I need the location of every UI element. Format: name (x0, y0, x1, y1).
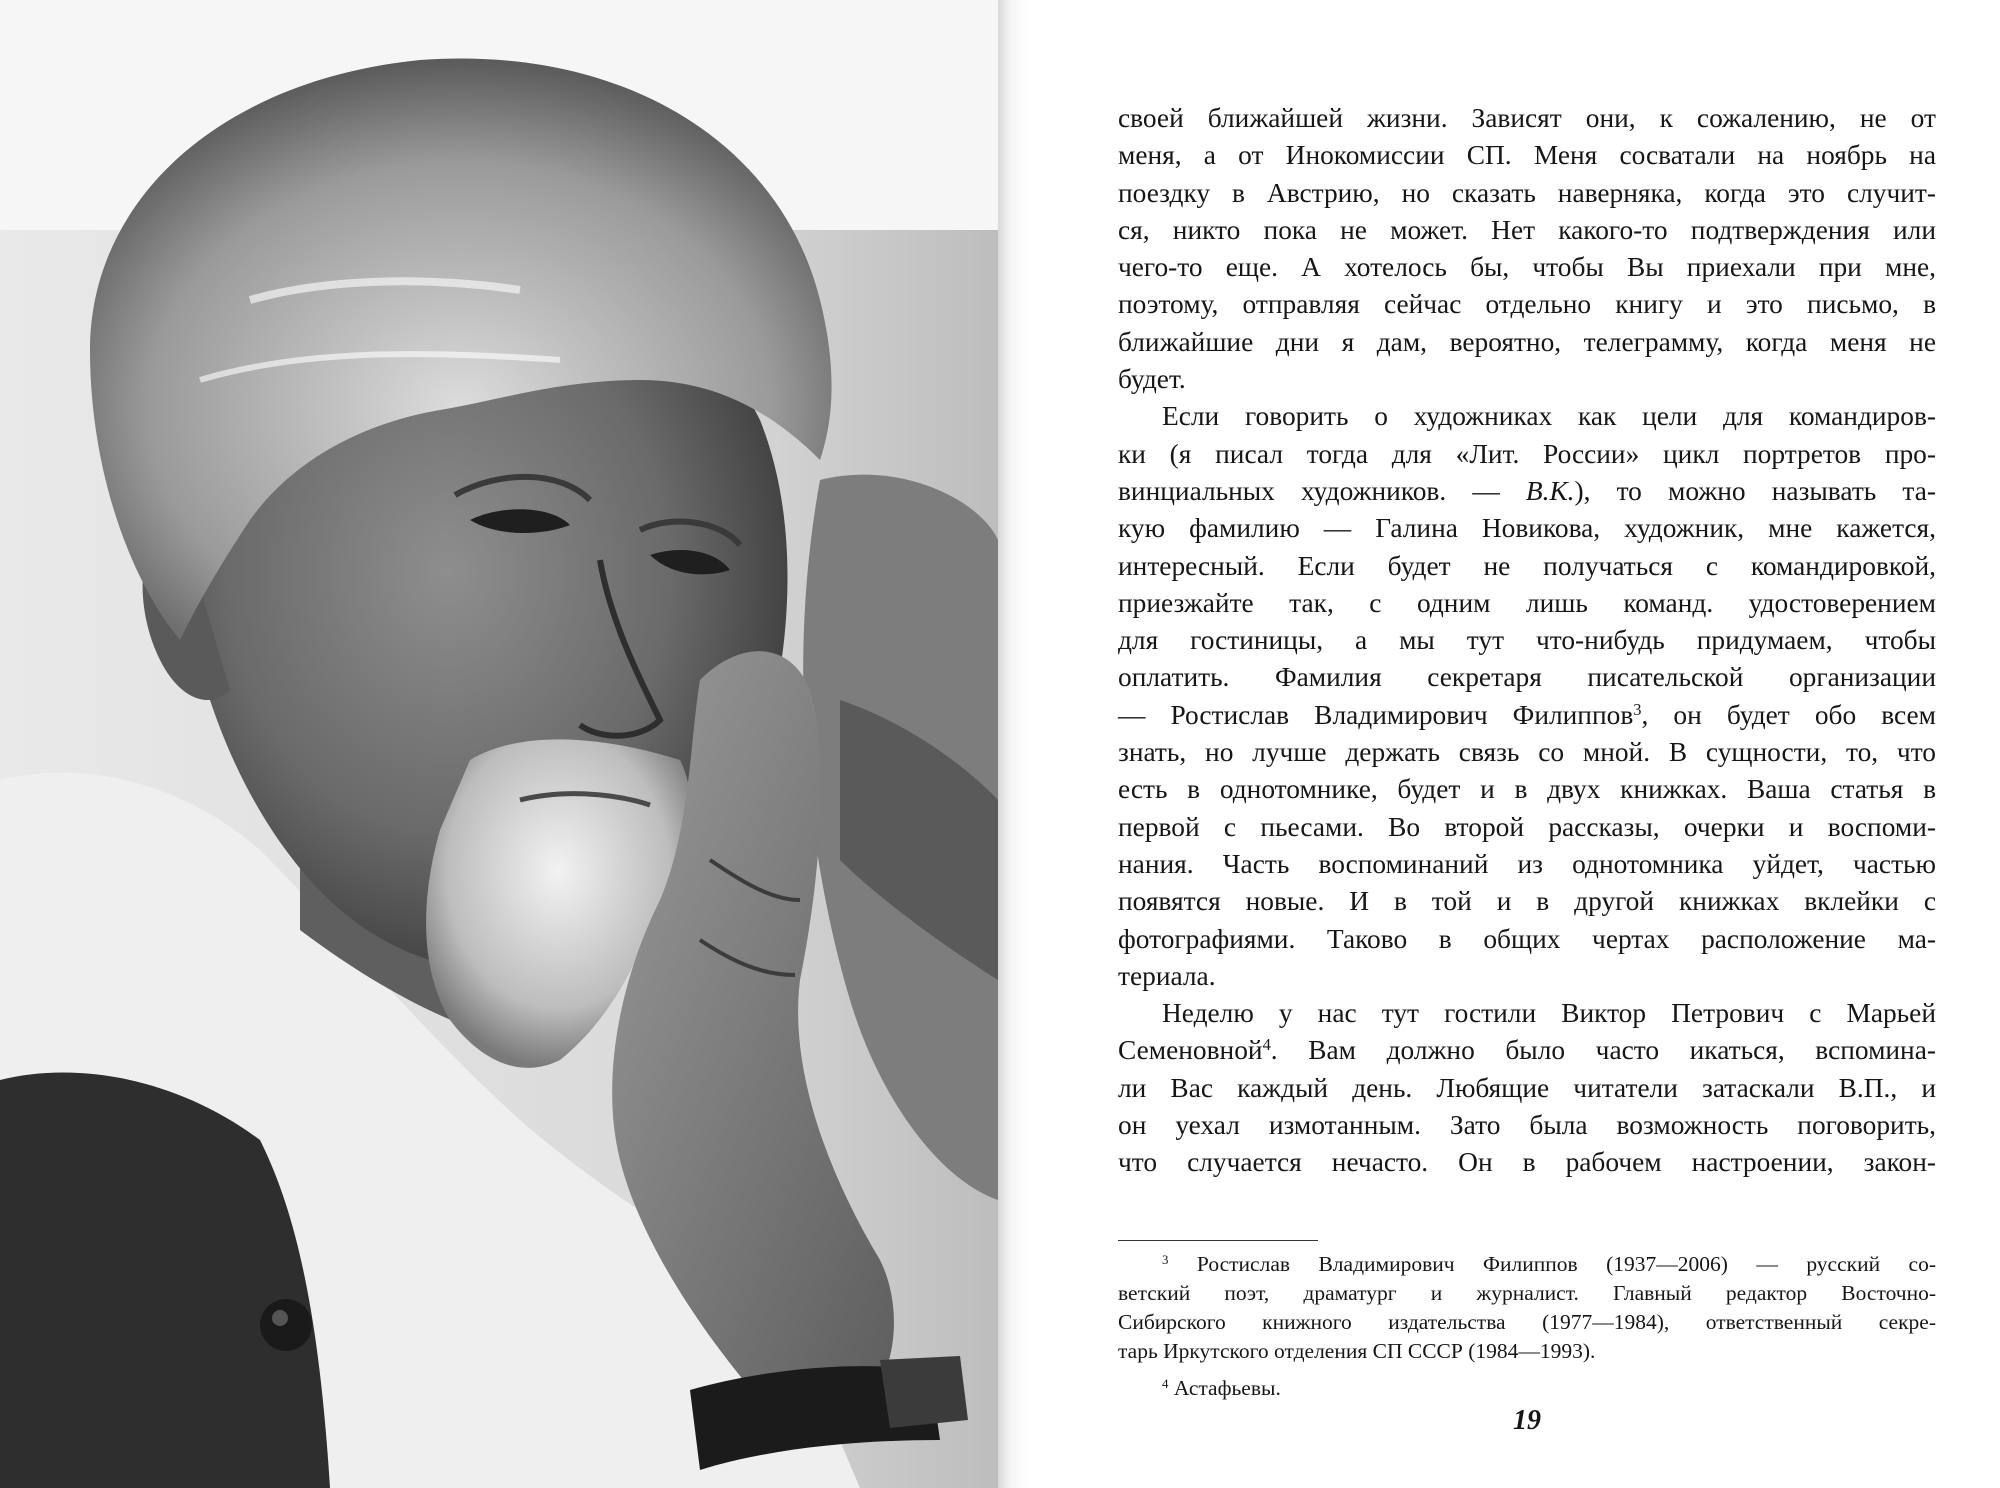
text-line: меня, а от Инокомиссии СП. Меня сосватали на ноябрь на (1118, 140, 1936, 171)
footnotes (1118, 1250, 1936, 1403)
text-segment: . Вам должно было часто икаться, вспомина- (1270, 1035, 1936, 1066)
text-line: Если говорить о художниках как цели для командиров- (1162, 401, 1936, 432)
text-line: поэтому, отправляя сейчас отдельно книгу и это письмо, в (1118, 289, 1936, 320)
text-line: фотографиями. Таково в общих чертах расположение ма- (1118, 923, 1936, 954)
footnote-4-line (1118, 1374, 1936, 1403)
text-line (1118, 473, 1936, 510)
text-line: ки (я писал тогда для «Лит. России» цикл портретов про- (1118, 438, 1936, 469)
footnote-3-line (1118, 1250, 1936, 1279)
text-line: териала. (1118, 960, 1216, 991)
text-line: своей ближайшей жизни. Зависят они, к сожалению, не от (1118, 103, 1936, 133)
text-segment: винциальных художников. — (1118, 475, 1526, 506)
author-initials: В.К. (1525, 475, 1575, 506)
text-line: знать, но лучше держать связь со мной. В сущности, то, что (1118, 737, 1936, 768)
footnote-3-line: Сибирского книжного издательства (1977—1984), ответственный секре- (1118, 1310, 1936, 1334)
text-line: ся, никто пока не может. Нет какого-то подтверждения или (1118, 214, 1936, 245)
text-line: есть в однотомнике, будет и в двух книжках. Ваша статья в (1118, 774, 1936, 805)
text-line: что случается нечасто. Он в рабочем настроении, закон- (1118, 1147, 1936, 1178)
text-segment: — Ростислав Владимирович Филиппов (1118, 699, 1634, 730)
text-segment: ), то можно называть та- (1574, 475, 1936, 506)
text-page (1028, 0, 2000, 1488)
page-number: 19 (1513, 1405, 1541, 1436)
text-line: кую фамилию — Галина Новикова, художник, мне кажется, (1118, 513, 1936, 544)
portrait-illustration (0, 0, 998, 1488)
text-line: для гостиницы, а мы тут что-нибудь придумаем, чтобы (1118, 625, 1936, 656)
text-line: интересный. Если будет не получаться с командировкой, (1118, 550, 1936, 581)
text-line: он уехал измотанным. Зато была возможность поговорить, (1118, 1110, 1936, 1141)
footnote-ref-3: 3 (1633, 699, 1642, 719)
footnote-3-line: ветский поэт, драматург и журналист. Главный редактор Восточно- (1118, 1281, 1936, 1305)
text-line: нания. Часть воспоминаний из однотомника уйдет, частью (1118, 848, 1936, 879)
text-line: приезжайте так, с одним лишь команд. удостоверением (1118, 587, 1936, 618)
text-line: будет. (1118, 364, 1186, 395)
footnote-text: Ростислав Владимирович Филиппов (1937—2006) — русский со- (1168, 1252, 1936, 1276)
footnote-text: Астафьевы. (1168, 1376, 1281, 1400)
text-line: ли Вас каждый день. Любящие читатели затаскали В.П., и (1118, 1072, 1936, 1103)
text-line: оплатить. Фамилия секретаря писательской организации (1118, 662, 1936, 693)
text-line: чего-то еще. А хотелось бы, чтобы Вы приехали при мне, (1118, 252, 1936, 283)
text-line: первой с пьесами. Во второй рассказы, очерки и воспоми- (1118, 811, 1936, 842)
body-text (1118, 100, 1936, 1182)
text-line (1118, 1032, 1936, 1069)
text-line: ближайшие дни я дам, вероятно, телеграмму, когда меня не (1118, 326, 1936, 357)
footnote-mark-3: 3 (1162, 1252, 1169, 1267)
footnote-ref-4: 4 (1262, 1035, 1271, 1055)
footnote-3-line: тарь Иркутского отделения СП СССР (1984—1993). (1118, 1339, 1596, 1363)
portrait-photo (0, 0, 998, 1488)
text-line: Неделю у нас тут гостили Виктор Петрович с Марьей (1162, 998, 1936, 1029)
page-gutter (998, 0, 1028, 1488)
text-segment: Семеновной (1118, 1035, 1263, 1066)
footnote-rule (1118, 1240, 1318, 1241)
text-line: появятся новые. И в той и в другой книжках вклейки с (1118, 886, 1936, 917)
text-line (1118, 697, 1936, 734)
text-segment: , он будет обо всем (1641, 699, 1936, 730)
text-line: поездку в Австрию, но сказать наверняка, когда это случит- (1118, 177, 1936, 208)
footnote-mark-4: 4 (1162, 1376, 1169, 1391)
